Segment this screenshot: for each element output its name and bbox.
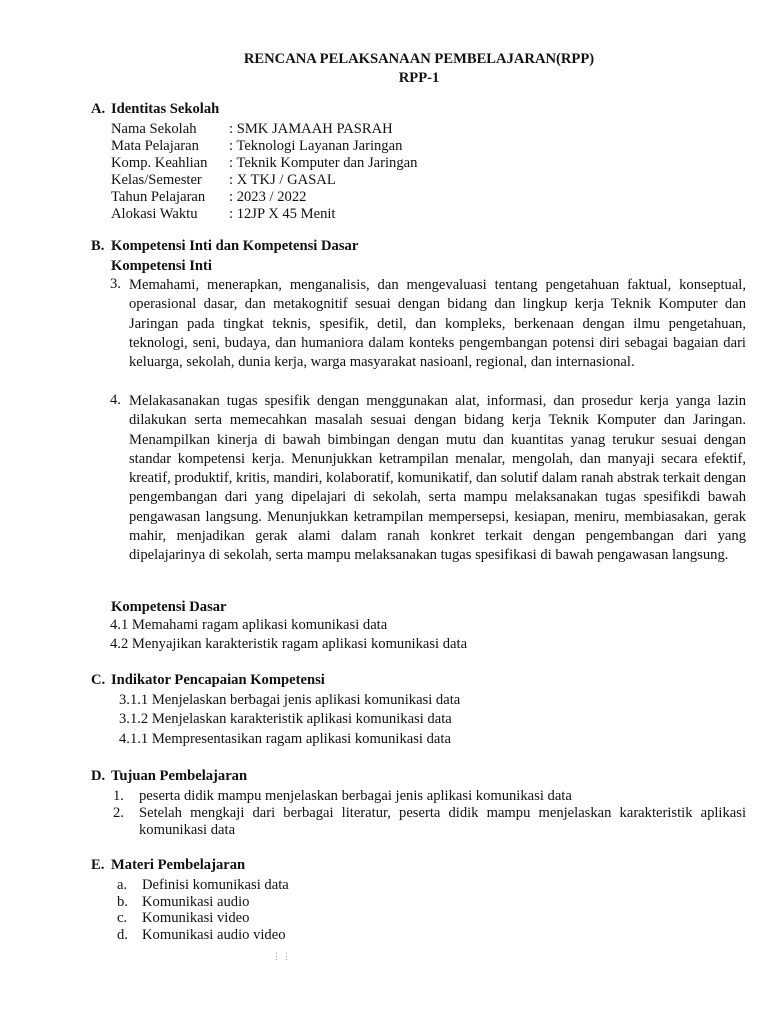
section-e-letter: E.: [91, 857, 105, 873]
identity-key: Alokasi Waktu: [111, 206, 198, 222]
goal-number: 2.: [113, 805, 124, 821]
section-b-letter: B.: [91, 238, 105, 254]
indicator-item: 4.1.1 Mempresentasikan ragam aplikasi komunikasi data: [119, 731, 451, 747]
kd-item: 4.2 Menyajikan karakteristik ragam aplikasi komunikasi data: [110, 636, 468, 652]
kd-item: 4.1 Memahami ragam aplikasi komunikasi data: [110, 617, 388, 633]
material-letter: c.: [117, 910, 128, 926]
identity-key: Kelas/Semester: [111, 172, 202, 188]
ki-paragraph: Memahami, menerapkan, menganalisis, dan mengevaluasi tentang pengetahuan faktual, konseptual, operasional dasar, dan metakognitif sesuai dengan bidang dan lingkup kerja Teknik Komputer dan Jaringan pada tingkat teknis, spesifik, detil, dan kompleks, berkenaan dengan ilmu pengetahuan, teknologi, seni, budaya, dan humaniora dalam konteks pengembangan potensi diri sebagai bagaian dari keluarga, sekolah, dunia kerja, warga masyarakat nasioanl, regional, dan internasional.: [129, 277, 746, 371]
ki-number: 3.: [110, 276, 121, 292]
section-d-title: Tujuan Pembelajaran: [111, 768, 248, 784]
ki-number: 4.: [110, 392, 121, 408]
indicator-item: 3.1.2 Menjelaskan karakteristik aplikasi komunikasi data: [119, 711, 452, 727]
section-c-heading: [91, 672, 325, 689]
identity-value: : 12JP X 45 Menit: [229, 206, 336, 222]
section-c-title: Indikator Pencapaian Kompetensi: [111, 672, 325, 688]
document-title: RENCANA PELAKSANAAN PEMBELAJARAN(RPP): [243, 51, 595, 67]
indicator-item: 3.1.1 Menjelaskan berbagai jenis aplikasi komunikasi data: [119, 692, 461, 708]
identity-value: : Teknologi Layanan Jaringan: [229, 138, 403, 154]
section-b-heading: [91, 238, 358, 255]
identity-row: [111, 121, 393, 138]
identity-row: [111, 155, 417, 172]
material-text: Komunikasi audio: [142, 894, 250, 910]
identity-key: Mata Pelajaran: [111, 138, 199, 154]
identity-value: : SMK JAMAAH PASRAH: [229, 121, 393, 137]
goal-text: Setelah mengkaji dari berbagai literatur, peserta didik mampu menjelaskan karakteristik aplikasi komunikasi data: [139, 805, 746, 838]
kd-heading: Kompetensi Dasar: [111, 599, 227, 615]
identity-value: : 2023 / 2022: [229, 189, 307, 205]
identity-row: [111, 189, 306, 206]
section-a-title: Identitas Sekolah: [111, 101, 220, 117]
section-d-letter: D.: [91, 768, 106, 784]
identity-value: : X TKJ / GASAL: [229, 172, 336, 188]
section-c-letter: C.: [91, 672, 106, 688]
identity-row: [111, 206, 336, 223]
identity-key: Nama Sekolah: [111, 121, 197, 137]
section-d-heading: [91, 768, 247, 785]
identity-key: Komp. Keahlian: [111, 155, 208, 171]
material-letter: d.: [117, 927, 128, 943]
section-b-title: Kompetensi Inti dan Kompetensi Dasar: [111, 238, 359, 254]
ki-heading: Kompetensi Inti: [111, 258, 212, 274]
section-e-heading: [91, 857, 245, 874]
goal-text: peserta didik mampu menjelaskan berbagai jenis aplikasi komunikasi data: [139, 788, 572, 804]
section-a-heading: [91, 101, 219, 118]
identity-row: [111, 138, 402, 155]
material-text: Komunikasi video: [142, 910, 250, 926]
identity-row: [111, 172, 336, 189]
ki-paragraph: Melakasanakan tugas spesifik dengan menggunakan alat, informasi, dan prosedur kerja yanga lazin dilakukan serta memecahkan masalah sesuai dengan bidang kerja Teknik Komputer dan Jaringan. Menampilkan kinerja di bawah bimbingan dengan mutu dan kuantitas yanag terukur sesuai dengan standar kompetensi kerja. Menunjukkan ketrampilan menalar, mengolah, dan manyaji secara efektif, kreatif, produktif, kritis, mandiri, kolaboratif, komunikatif, dan solutif dalam ranah abstrak terkait dengan pengembangan dari yang dipelajari di sekolah, serta mampu melaksanakan tugas spesifikdi bawah pengawasan langsung. Menunjukkan ketrampilan mempersepsi, kesiapan, meniru, membiasakan, gerak mahir, menjadikan gerak alami dalam ranah konkret terkait dengan pengembangan dari yang dipelajarinya di sekolah, serta mampu melaksanakan tugas spesifikasi di bawah pengawasan langsung.: [129, 393, 746, 564]
material-letter: b.: [117, 894, 128, 910]
material-letter: a.: [117, 877, 128, 893]
material-text: Definisi komunikasi data: [142, 877, 289, 893]
goal-number: 1.: [113, 788, 124, 804]
document-subtitle: RPP-1: [398, 70, 440, 86]
identity-value: : Teknik Komputer dan Jaringan: [229, 155, 418, 171]
material-text: Komunikasi audio video: [142, 927, 286, 943]
page-continuation-mark: ⋮⋮: [272, 951, 292, 961]
section-e-title: Materi Pembelajaran: [111, 857, 246, 873]
section-a-letter: A.: [91, 101, 106, 117]
identity-key: Tahun Pelajaran: [111, 189, 206, 205]
